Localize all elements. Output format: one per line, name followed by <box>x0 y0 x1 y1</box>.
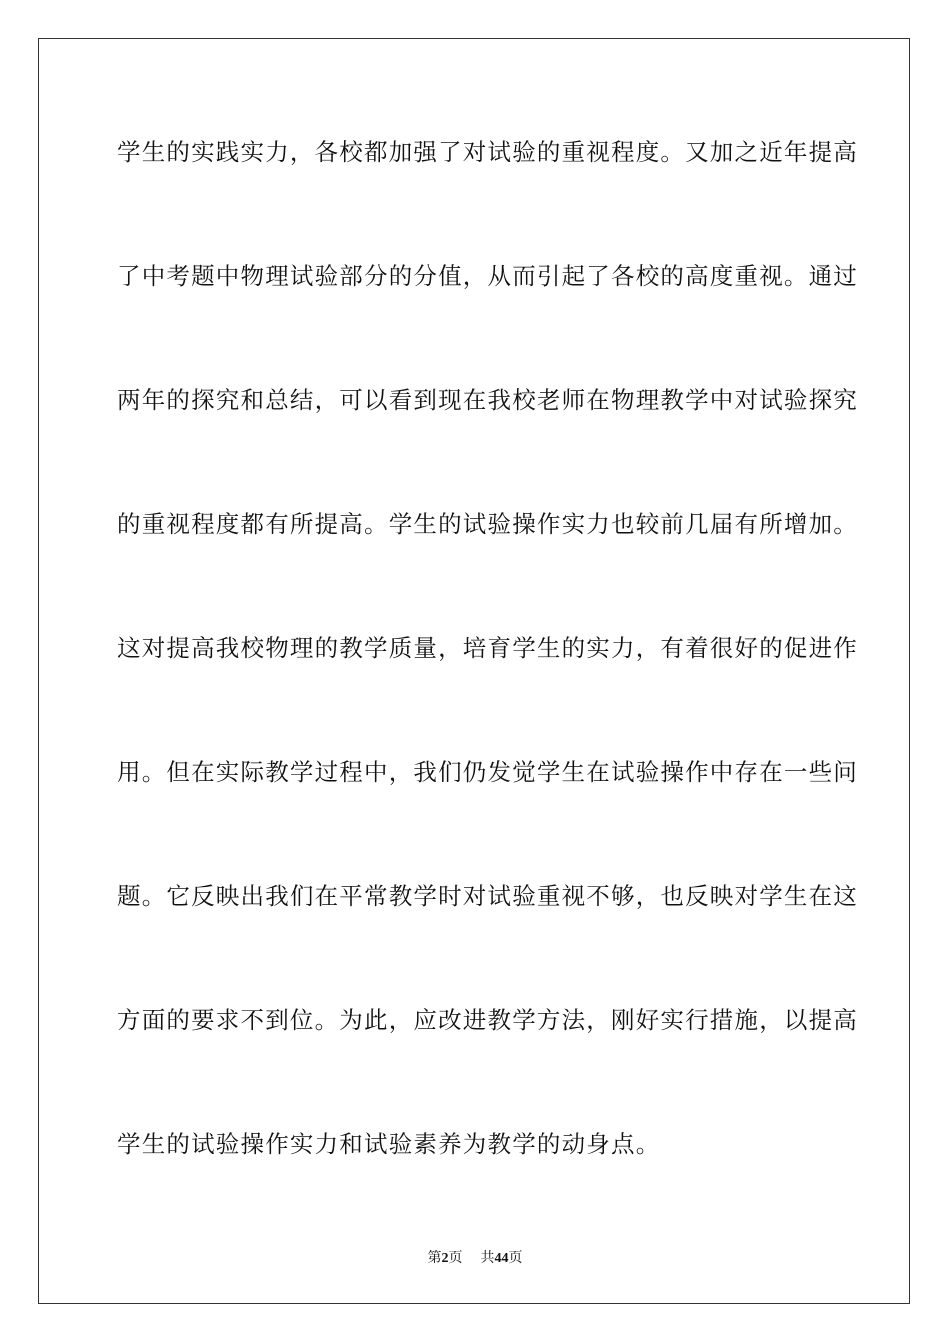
paragraph-line: 学生的实践实力，各校都加强了对试验的重视程度。又加之近年提高 <box>117 138 858 166</box>
paragraph-line: 这对提高我校物理的教学质量，培育学生的实力，有着很好的促进作 <box>117 634 858 662</box>
paragraph-line: 方面的要求不到位。为此，应改进教学方法，刚好实行措施，以提高 <box>117 1006 858 1034</box>
paragraph-line: 学生的试验操作实力和试验素养为教学的动身点。 <box>117 1130 661 1158</box>
paragraph-line: 题。它反映出我们在平常教学时对试验重视不够，也反映对学生在这 <box>117 882 858 910</box>
total-page-count: 44 <box>494 1251 509 1266</box>
page-suffix: 页 <box>448 1250 463 1266</box>
paragraph-line: 用。但在实际教学过程中，我们仍发觉学生在试验操作中存在一些问 <box>117 758 858 786</box>
total-suffix: 页 <box>508 1250 523 1266</box>
paragraph-line: 两年的探究和总结，可以看到现在我校老师在物理教学中对试验探究 <box>117 386 858 414</box>
document-body <box>117 129 858 1245</box>
paragraph-line: 的重视程度都有所提高。学生的试验操作实力也较前几届有所增加。 <box>117 510 858 538</box>
page-prefix: 第 <box>427 1250 442 1266</box>
total-prefix: 共 <box>480 1250 495 1266</box>
page-footer <box>0 1248 950 1269</box>
current-page-number: 2 <box>441 1251 449 1266</box>
paragraph-line: 了中考题中物理试验部分的分值，从而引起了各校的高度重视。通过 <box>117 262 858 290</box>
